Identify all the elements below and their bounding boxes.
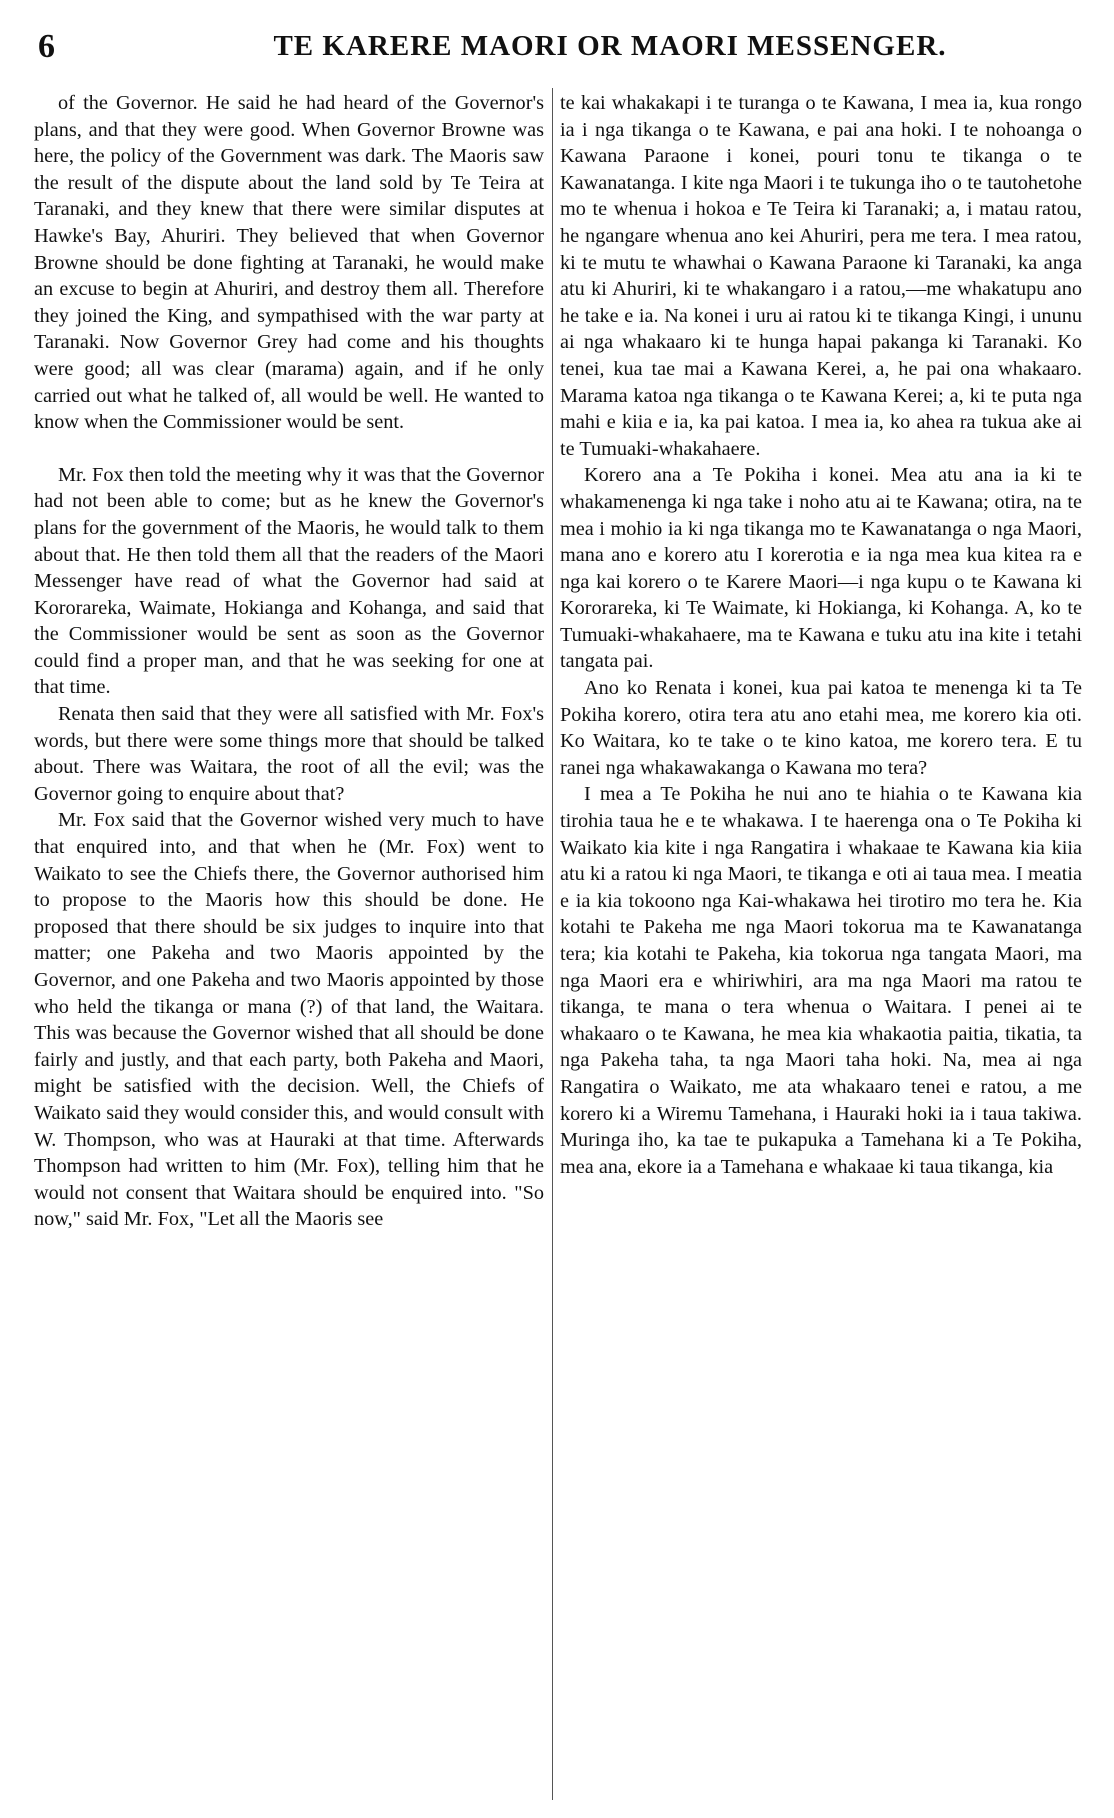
maori-column: [560, 90, 1082, 1800]
maori-paragraph-4: I mea a Te Pokiha he nui ano te hiahia o te Kawana kia tirohia taua he e te whakawa. I te haerenga ona o Te Pokiha ki Waikato kia kite i nga Rangatira i whakaae te Kawana kia kiia atu ki a ratou ki nga Maori, te tikanga e oti ai taua mea. I meatia e ia kia tokoono nga Kai-whakawa hei tirotiro mo tera he. Kia kotahi te Pakeha me nga Maori tokorua ma te Kawanatanga tera; kia kotahi te Pakeha, kia tokorua nga tangata Maori, ma nga Maori era e whiriwhiri, ara ma nga Maori ma ratou te tikanga, te mana o tera whenua o Waitara. I penei ai te whakaaro o te Kawana, he mea kia whakaotia paitia, tikatia, ta nga Pakeha taha, ta nga Maori taha hoki. Na, mea ai nga Rangatira o Waikato, me ata whakaaro tenei e ratou, a me korero ki a Wiremu Tamehana, i Hauraki hoki ia i taua takiwa. Muringa iho, ka tae te pukapuka a Tamehana ki a Te Pokiha, mea ana, ekore ia a Tamehana e whakaae ki taua tikanga, kia: [560, 783, 1082, 1178]
english-column: [34, 90, 544, 1800]
column-divider: [552, 88, 553, 1800]
english-paragraph-1: of the Governor. He said he had heard of the Governor's plans, and that they were good. When Governor Browne was here, the policy of the Government was dark. The Maoris saw the result of the dispute about the land sold by Te Teira at Taranaki, and they knew that there were similar disputes at Hawke's Bay, Ahuriri. They believed that when Governor Browne should be done fighting at Taranaki, he would make an excuse to begin at Ahuriri, and destroy them all. Therefore they joined the King, and sympathised with the war party at Taranaki. Now Governor Grey had come and his thoughts were good; all was clear (marama) again, and if he only carried out what he talked of, all would be well. He wanted to know when the Commissioner would be sent.: [34, 92, 544, 434]
maori-paragraph-1: te kai whakakapi i te turanga o te Kawana, I mea ia, kua rongo ia i nga tikanga o te Kawana, e pai ana hoki. I te nohoanga o Kawana Paraone i konei, pouri tonu te tikanga o te Kawanatanga. I kite nga Maori i te tukunga iho o te tautohetohe mo te whenua i hokoa e Te Teira ki Taranaki; a, i matau ratou, he ngangare whenua ano kei Ahuriri, pera me tera. I mea ratou, ki te mutu te whawhai o Kawana Paraone ki Taranaki, ka anga atu ki Ahuriri, ki te whakangaro i a ratou,—me whakatupu ano he take e ia. Na konei i uru ai ratou ki te tikanga Kingi, i ununu ai nga whakaaro ki te hunga hapai pakanga ki Taranaki. Ko tenei, kua tae mai a Kawana Kerei, a, he pai ona whakaaro. Marama katoa nga tikanga o te Kawana Kerei; a, ki te puta nga mahi e kiia e ia, ka pai katoa. I mea ia, ko ahea ra tukua ake ai te Tumuaki-whakahaere.: [560, 92, 1082, 460]
masthead-title: TE KARERE MAORI OR MAORI MESSENGER.: [273, 30, 947, 62]
maori-paragraph-2: Korero ana a Te Pokiha i konei. Mea atu ana ia ki te whakamenenga ki nga take i noho atu ai te Kawana; otira, na te mea i mohio ia ki nga tikanga mo te Kawanatanga o nga Maori, mana ano e korero atu I korerotia e ia nga mea kua kitea ra e nga kai korero o te Karere Maori—i nga kupu o te Kawana ki Kororareka, ki Te Waimate, ki Hokianga, ki Kohanga. A, ko te Tumuaki-whakahaere, ma te Kawana e tuku atu ina kite i tetahi tangata pai.: [560, 464, 1082, 673]
english-paragraph-4: Mr. Fox said that the Governor wished very much to have that enquired into, and that when he (Mr. Fox) went to Waikato to see the Chiefs there, the Governor authorised him to propose to the Maoris how this should be done. He proposed that there should be six judges to inquire into that matter; one Pakeha and two Maoris appointed by the Governor, and one Pakeha and two Maoris appointed by those who held the tikanga or mana (?) of that land, the Waitara. This was because the Governor wished that all should be done fairly and justly, and that each party, both Pakeha and Maori, might be satisfied with the decision. Well, the Chiefs of Waikato said they would consider this, and would consult with W. Thompson, who was at Hauraki at that time. Afterwards Thompson had written to him (Mr. Fox), telling him that he would not consent that Waitara should be enquired into. "So now," said Mr. Fox, "Let all the Maoris see: [34, 809, 544, 1231]
maori-paragraph-3: Ano ko Renata i konei, kua pai katoa te menenga ki ta Te Pokiha korero, otira tera atu ano etahi mea, me korero kia oti. Ko Waitara, ko te take o te kino katoa, me korero tera. E tu ranei nga whakawakanga o Kawana mo tera?: [560, 677, 1082, 779]
english-paragraph-2: Mr. Fox then told the meeting why it was that the Governor had not been able to come; but as he knew the Governor's plans for the government of the Maoris, he would talk to them about that. He then told them all that the readers of the Maori Messenger have read of what the Governor had said at Kororareka, Waimate, Hokianga and Kohanga, and said that the Commissioner would be sent as soon as the Governor could find a proper man, and that he was seeking for one at that time.: [34, 463, 544, 699]
english-paragraph-3: Renata then said that they were all satisfied with Mr. Fox's words, but there were some things more that should be talked about. There was Waitara, the root of all the evil; was the Governor going to enquire about that?: [34, 703, 544, 805]
page-number: 6: [38, 28, 55, 65]
page-header: [30, 22, 1080, 72]
